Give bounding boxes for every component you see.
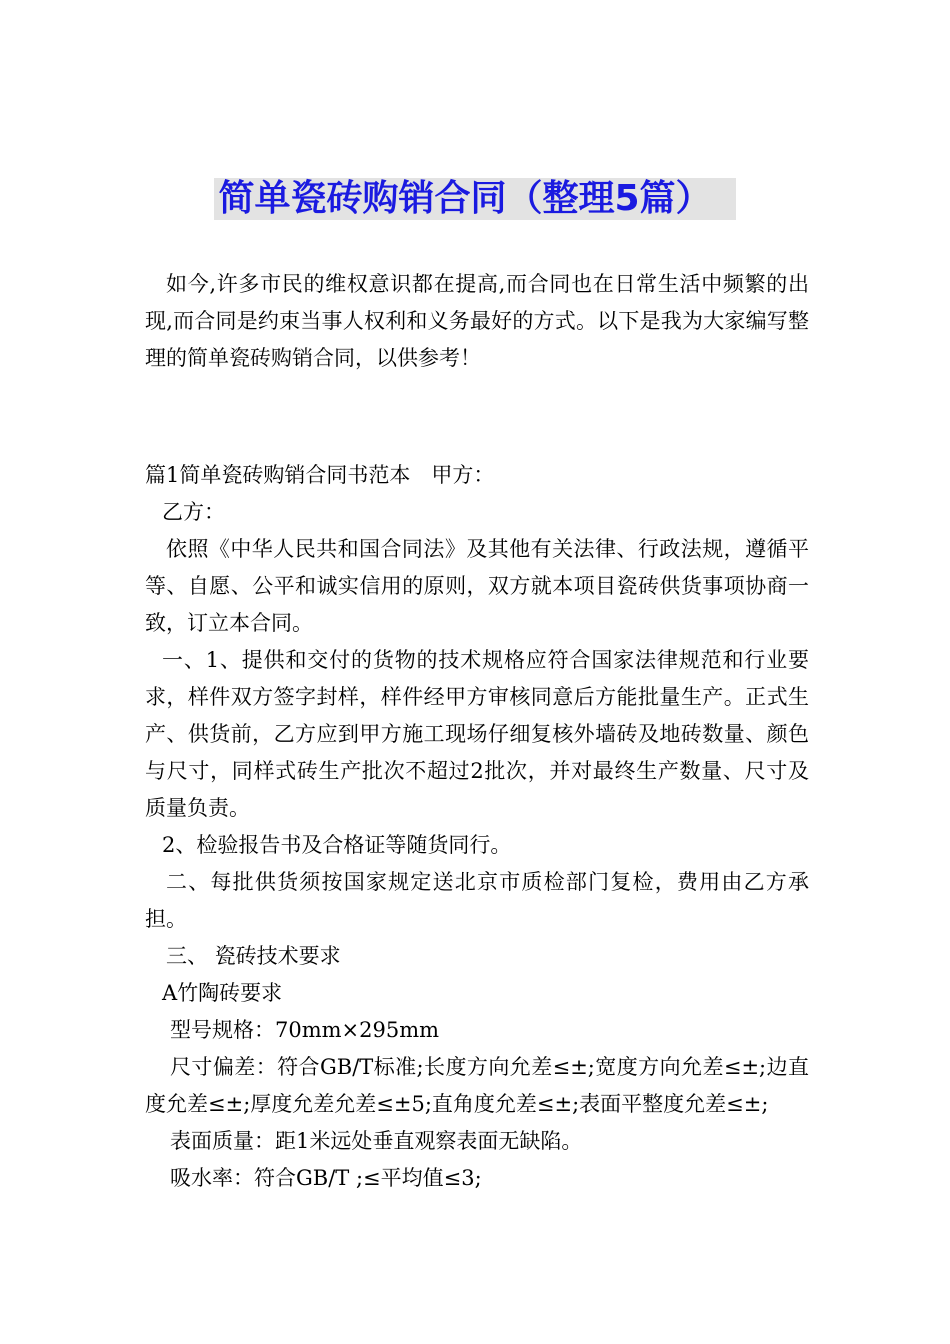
clause-1-1: 一、1、提供和交付的货物的技术规格应符合国家法律规范和行业要求，样件双方签字封样，样件经甲方审核同意后方能批量生产。正式生产、供货前，乙方应到甲方施工现场仔细复核外墙砖及地砖数量、颜色与尺寸，同样式砖生产批次不超过2批次，并对最终生产数量、尺寸及质量负责。 (145, 648, 809, 820)
section-heading: 篇1简单瓷砖购销合同书范本 甲方： (145, 463, 495, 487)
deviation-paragraph: 尺寸偏差：符合GB/T标准;长度方向允差≤±;宽度方向允差≤±;边直度允差≤±;厚度允差允差≤±5;直角度允差≤±;表面平整度允差≤±; (145, 1055, 809, 1116)
water-absorption-line: 吸水率：符合GB/T ;≤平均值≤3; (170, 1166, 482, 1190)
sub-a-heading: A竹陶砖要求 (162, 981, 283, 1005)
intro-paragraph: 如今,许多市民的维权意识都在提高,而合同也在日常生活中频繁的出现,而合同是约束当事人权利和义务最好的方式。以下是我为大家编写整理的简单瓷砖购销合同，以供参考！ (145, 272, 809, 370)
title-container (0, 178, 950, 220)
clause-3-heading: 三、 瓷砖技术要求 (166, 944, 341, 968)
basis-paragraph: 依照《中华人民共和国合同法》及其他有关法律、行政法规，遵循平等、自愿、公平和诚实信用的原则，双方就本项目瓷砖供货事项协商一致，订立本合同。 (145, 537, 809, 635)
spec-line: 型号规格：70mm×295mm (170, 1018, 440, 1042)
surface-quality-line: 表面质量：距1米远处垂直观察表面无缺陷。 (170, 1129, 583, 1153)
document-title: 简单瓷砖购销合同（整理5篇） (214, 178, 735, 220)
document-body (145, 266, 809, 1197)
party-b-line: 乙方： (162, 500, 225, 524)
clause-1-2: 2、检验报告书及合格证等随货同行。 (162, 833, 512, 857)
clause-2: 二、每批供货须按国家规定送北京市质检部门复检，费用由乙方承担。 (145, 870, 809, 931)
spacer (145, 377, 809, 457)
